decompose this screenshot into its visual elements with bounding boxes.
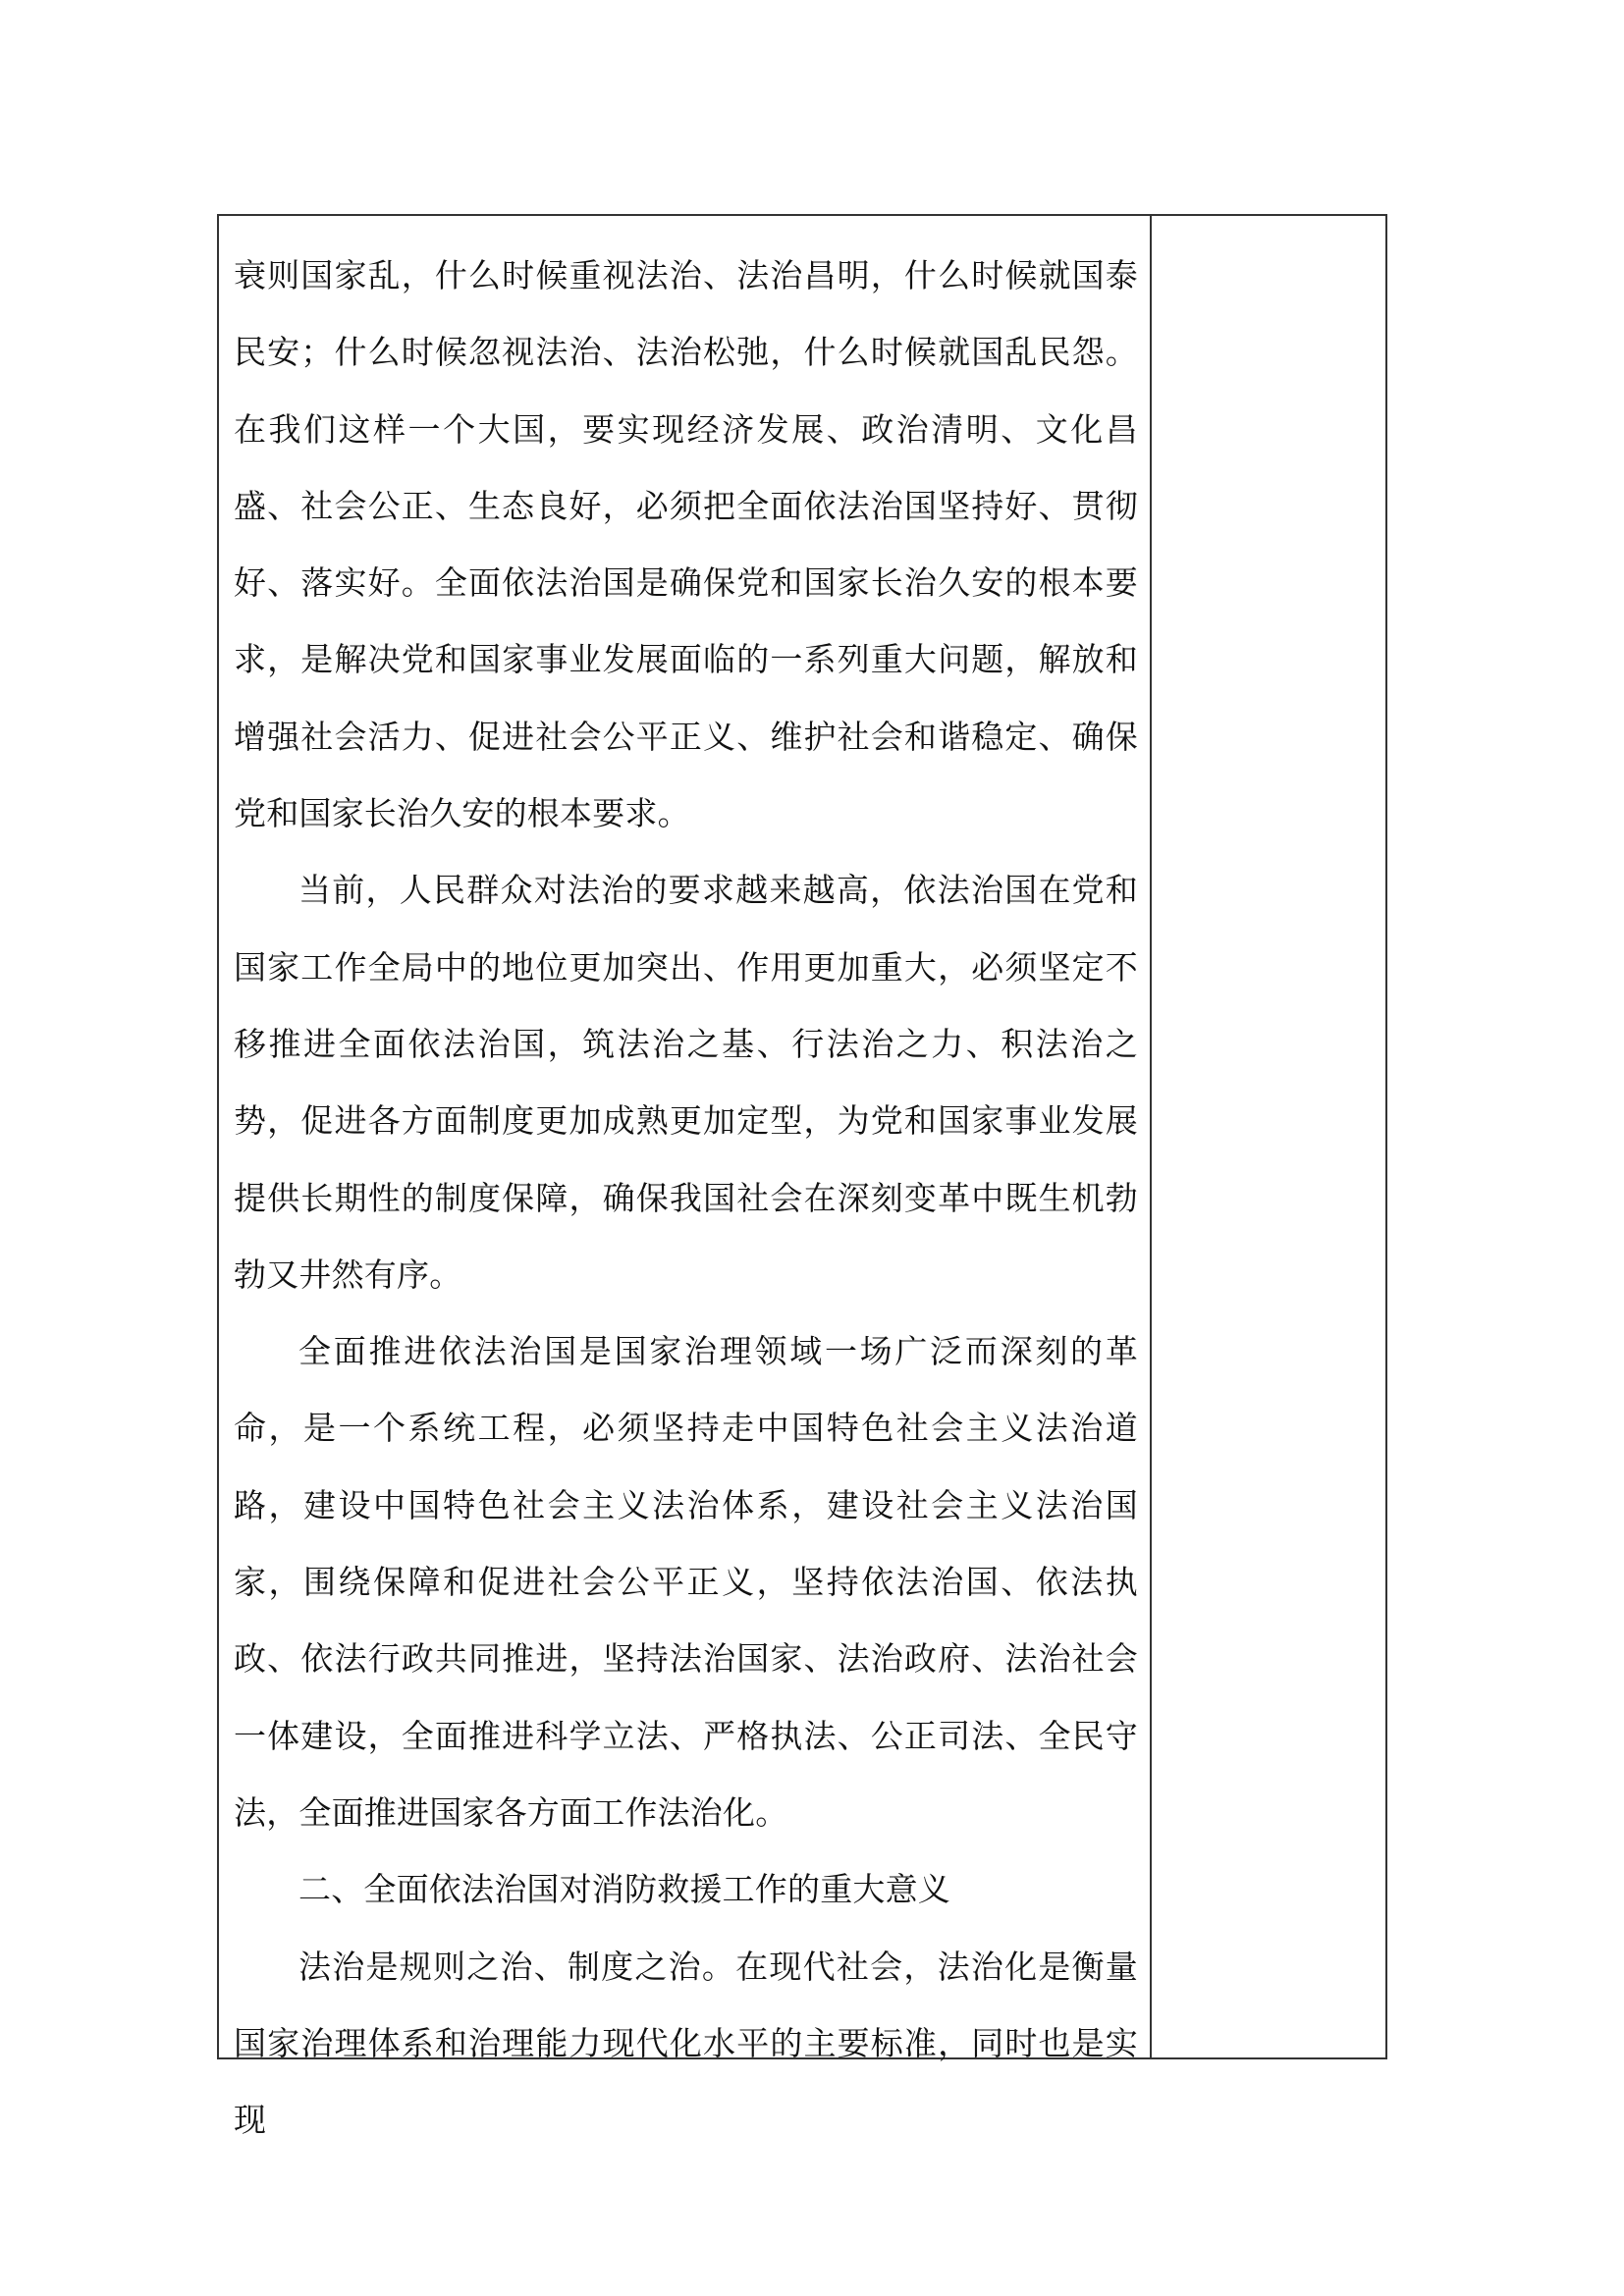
side-notes-cell <box>1152 216 1385 2057</box>
text-block <box>234 216 1138 2159</box>
paragraph-4: 法治是规则之治、制度之治。在现代社会，法治化是衡量国家治理体系和治理能力现代化水平的主要标准，同时也是实现 <box>234 1947 1138 2140</box>
document-table <box>217 214 1387 2140</box>
paragraph-2: 当前，人民群众对法治的要求越来越高，依法治国在党和国家工作全局中的地位更加突出、作用更加重大，必须坚定不移推进全面依法治国，筑法治之基、行法治之力、积法治之势，促进各方面制度更加成熟更加定型，为党和国家事业发展提供长期性的制度保障，确保我国社会在深刻变革中既生机勃勃又井然有序。 <box>234 871 1138 1294</box>
paragraph-3: 全面推进依法治国是国家治理领域一场广泛而深刻的革命，是一个系统工程，必须坚持走中国特色社会主义法治道路，建设中国特色社会主义法治体系，建设社会主义法治国家，围绕保障和促进社会公平正义，坚持依法治国、依法执政、依法行政共同推进，坚持法治国家、法治政府、法治社会一体建设，全面推进科学立法、严格执法、公正司法、全民守法，全面推进国家各方面工作法治化。 <box>234 1332 1138 1832</box>
main-content-cell <box>219 216 1152 2140</box>
paragraph-1: 衰则国家乱，什么时候重视法治、法治昌明，什么时候就国泰民安；什么时候忽视法治、法治松弛，什么时候就国乱民怨。在我们这样一个大国，要实现经济发展、政治清明、文化昌盛、社会公正、生态良好，必须把全面依法治国坚持好、贯彻好、落实好。全面依法治国是确保党和国家长治久安的根本要求，是解决党和国家事业发展面临的一系列重大问题，解放和增强社会活力、促进社会公平正义、维护社会和谐稳定、确保党和国家长治久安的根本要求。 <box>234 256 1138 833</box>
section-heading: 二、全面依法治国对消防救援工作的重大意义 <box>298 1870 950 1909</box>
